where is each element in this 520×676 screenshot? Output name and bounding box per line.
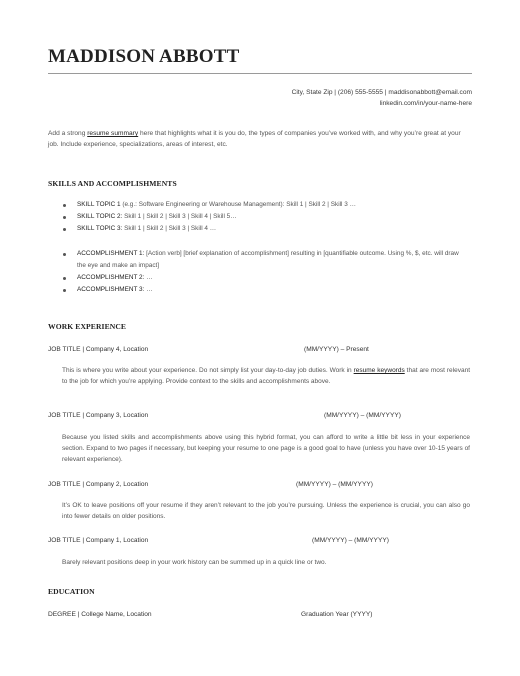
job-description-text: This is where you write about your experience. Do not simply list your day-to-day job duties. Work in — [62, 367, 354, 374]
skill-topic-label: SKILL TOPIC 2: — [77, 213, 123, 220]
degree: DEGREE | College Name, Location — [48, 611, 152, 618]
contact-info — [292, 87, 472, 109]
summary-text: Add a strong — [48, 130, 88, 137]
summary-paragraph — [48, 128, 472, 150]
job-title: JOB TITLE | Company 4, Location — [48, 346, 149, 353]
list-item — [60, 211, 460, 223]
summary-text: here that highlights what it is you do, the types of companies you’ve worked with, and why you’re great at your job. Include experience, specializations, areas of interest, etc. — [48, 130, 461, 148]
skill-topic-text: Skill 1 | Skill 2 | Skill 3 | Skill 4 … — [122, 225, 217, 232]
accomplishments-list — [60, 248, 460, 296]
job-header — [48, 412, 472, 422]
job-description-text: that are most relevant to the job for which you’re applying. Provide context to the skills and accomplishments above. — [62, 367, 470, 385]
job-title: JOB TITLE | Company 2, Location — [48, 481, 149, 488]
list-item — [60, 199, 460, 211]
accomplishment-text: … — [144, 274, 153, 281]
job-description: Barely relevant positions deep in your work history can be summed up in a quick line or two. — [62, 559, 327, 566]
candidate-name: MADDISON ABBOTT — [48, 46, 240, 67]
accomplishment-text: … — [144, 286, 153, 293]
list-item — [60, 248, 460, 272]
graduation-year: Graduation Year (YYYY) — [301, 611, 373, 618]
job-dates: (MM/YYYY) – (MM/YYYY) — [324, 412, 401, 419]
job-title: JOB TITLE | Company 3, Location — [48, 412, 149, 419]
list-item — [60, 272, 460, 284]
contact-line: City, State Zip | (206) 555-5555 | maddisonabbott@email.com — [291, 89, 472, 96]
job-dates: (MM/YYYY) – (MM/YYYY) — [312, 537, 389, 544]
linkedin-line: linkedin.com/in/your-name-here — [379, 100, 472, 107]
job-description: Because you listed skills and accomplishments above using this hybrid format, you can afford to write a little bit less in your experience section. Expand to two pages if necessary, but keeping your resume to one page is a good goal to have (unless you have over 10-15 years of relevant experience). — [62, 434, 470, 463]
accomplishment-label: ACCOMPLISHMENT 1: — [77, 250, 145, 257]
education-section-title: EDUCATION — [48, 587, 95, 596]
resume-keywords-link[interactable]: resume keywords — [353, 367, 405, 374]
accomplishment-text: [Action verb] [brief explanation of accomplishment] resulting in [quantifiable outcome. Using %, $, etc. will draw the eye and make an impact] — [77, 250, 459, 269]
job-header — [48, 537, 472, 547]
list-item — [60, 284, 460, 296]
education-entry — [48, 611, 472, 621]
skill-topics-list — [60, 199, 460, 235]
job-dates: (MM/YYYY) – (MM/YYYY) — [296, 481, 373, 488]
accomplishment-label: ACCOMPLISHMENT 3: — [77, 286, 145, 293]
skill-topic-label: SKILL TOPIC 1 — [77, 201, 121, 208]
name-divider — [48, 73, 472, 74]
work-section-title: WORK EXPERIENCE — [48, 322, 127, 331]
job-title: JOB TITLE | Company 1, Location — [48, 537, 149, 544]
job-description: It’s OK to leave positions off your resume if they aren’t relevant to the job you’re pursuing. Unless the experience is crucial, you can also go into fewer details on older positions. — [62, 502, 470, 520]
accomplishment-label: ACCOMPLISHMENT 2: — [77, 274, 145, 281]
job-dates: (MM/YYYY) – Present — [304, 346, 369, 353]
job-description — [62, 365, 470, 387]
skill-topic-text: (e.g.: Software Engineering or Warehouse Management): Skill 1 | Skill 2 | Skill 3 … — [120, 201, 356, 208]
job-header — [48, 346, 472, 356]
skill-topic-label: SKILL TOPIC 3: — [77, 225, 123, 232]
skill-topic-text: Skill 1 | Skill 2 | Skill 3 | Skill 4 | Skill 5… — [122, 213, 237, 220]
list-item — [60, 223, 460, 235]
skills-section-title: SKILLS AND ACCOMPLISHMENTS — [48, 179, 177, 188]
resume-summary-link[interactable]: resume summary — [87, 130, 139, 137]
job-header — [48, 481, 472, 491]
